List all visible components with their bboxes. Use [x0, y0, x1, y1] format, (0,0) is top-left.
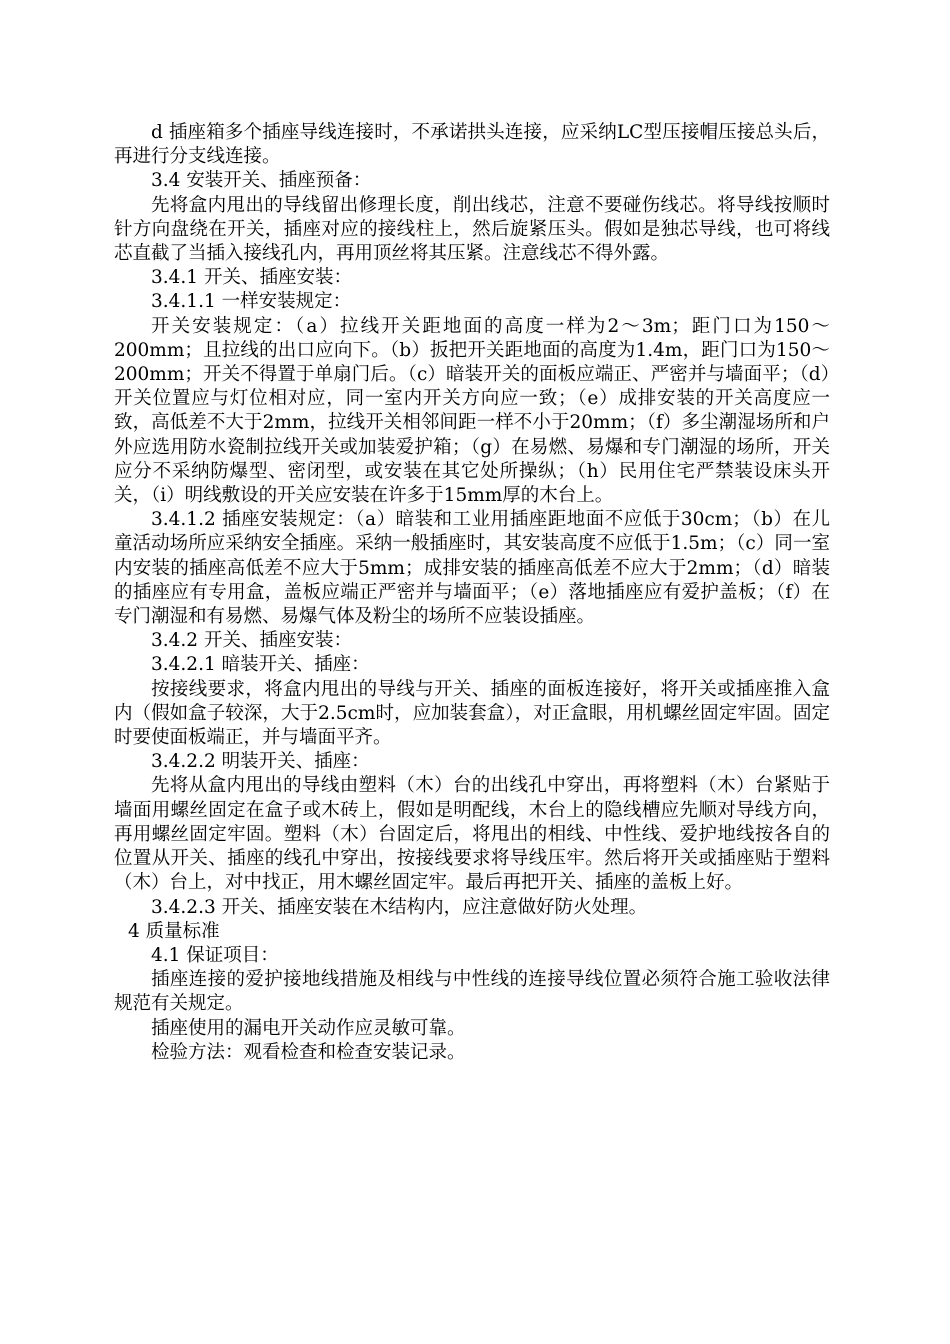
heading-3-4-2-2: 3.4.2.2 明装开关、插座： — [151, 751, 370, 773]
paragraph-wire-prep: 先将盒内甩出的导线留出修理长度，削出线芯，注意不要碰伤线芯。将导线按顺时针方向盘绕在开关，插座对应的接线柱上，然后旋紧压头。假如是独芯导线，也可将线芯直截了当插入接线孔内，再用顶丝将其压紧。注意线芯不得外露。 — [114, 194, 830, 265]
paragraph-switch-rules: 开关安装规定：（a）拉线开关距地面的高度一样为2～3m；距门口为150～200mm；且拉线的出口应向下。（b）扳把开关距地面的高度为1.4m，距门口为150～200mm；开关不得置于单扇门后。（c）暗装开关的面板应端正、严密并与墙面平；（d）开关位置应与灯位相对应，同一室内开关方向应一致；（e）成排安装的开关高度应一致，高低差不大于2mm，拉线开关相邻间距一样不小于20mm；（f）多尘潮湿场所和户外应选用防水瓷制拉线开关或加装爱护箱；（g）在易燃、易爆和专门潮湿的场所，开关应分不采纳防爆型、密闭型，或安装在其它处所操纵；（h）民用住宅严禁装设床头开关，（i）明线敷设的开关应安装在许多于15mm厚的木台上。 — [114, 315, 830, 507]
heading-3-4-2-1: 3.4.2.1 暗装开关、插座： — [151, 654, 370, 676]
paragraph-socket-rules: 3.4.1.2 插座安装规定：（a）暗装和工业用插座距地面不应低于30cm；（b）在儿童活动场所应采纳安全插座。采纳一般插座时，其安装高度不应低于1.5m；（c）同一室内安装的插座高低差不应大于5mm；成排安装的插座高低差不应大于2mm；（d）暗装的插座应有专用盒，盖板应端正严密并与墙面平；（e）落地插座应有爱护盖板；（f）在专门潮湿和有易燃、易爆气体及粉尘的场所不应装设插座。 — [114, 509, 830, 628]
paragraph-leakage-switch: 插座使用的漏电开关动作应灵敏可靠。 — [151, 1017, 466, 1039]
document-page — [114, 121, 830, 1065]
paragraph-lc-connector: d 插座箱多个插座导线连接时，不承诺拱头连接，应采纳LC型压接帽压接总头后，再进行分支线连接。 — [114, 122, 830, 168]
heading-4-1: 4.1 保证项目： — [151, 944, 279, 966]
heading-3-4-2: 3.4.2 开关、插座安装： — [151, 630, 352, 652]
heading-3-4-2-3: 3.4.2.3 开关、插座安装在木结构内，应注意做好防火处理。 — [151, 896, 648, 918]
heading-3-4-1-1: 3.4.1.1 一样安装规定： — [151, 291, 352, 313]
paragraph-concealed-install: 按接线要求，将盒内甩出的导线与开关、插座的面板连接好，将开关或插座推入盒内（假如盒子较深，大于2.5cm时，应加装套盒），对正盒眼，用机螺丝固定牢固。固定时要使面板端正，并与墙面平齐。 — [114, 678, 830, 749]
paragraph-grounding: 插座连接的爱护接地线措施及相线与中性线的连接导线位置必须符合施工验收法律规范有关规定。 — [114, 969, 830, 1015]
heading-3-4: 3.4 安装开关、插座预备： — [151, 170, 372, 192]
heading-4-quality: 4 质量标准 — [128, 920, 220, 942]
paragraph-surface-install: 先将从盒内甩出的导线由塑料（木）台的出线孔中穿出，再将塑料（木）台紧贴于墙面用螺丝固定在盒子或木砖上，假如是明配线，木台上的隐线槽应先顺对导线方向，再用螺丝固定牢固。塑料（木）台固定后，将甩出的相线、中性线、爱护地线按各自的位置从开关、插座的线孔中穿出，按接线要求将导线压牢。然后将开关或插座贴于塑料（木）台上，对中找正，用木螺丝固定牢。最后再把开关、插座的盖板上好。 — [114, 775, 830, 894]
heading-3-4-1: 3.4.1 开关、插座安装： — [151, 267, 352, 289]
paragraph-inspection-method: 检验方法：观看检查和检查安装记录。 — [151, 1041, 466, 1063]
